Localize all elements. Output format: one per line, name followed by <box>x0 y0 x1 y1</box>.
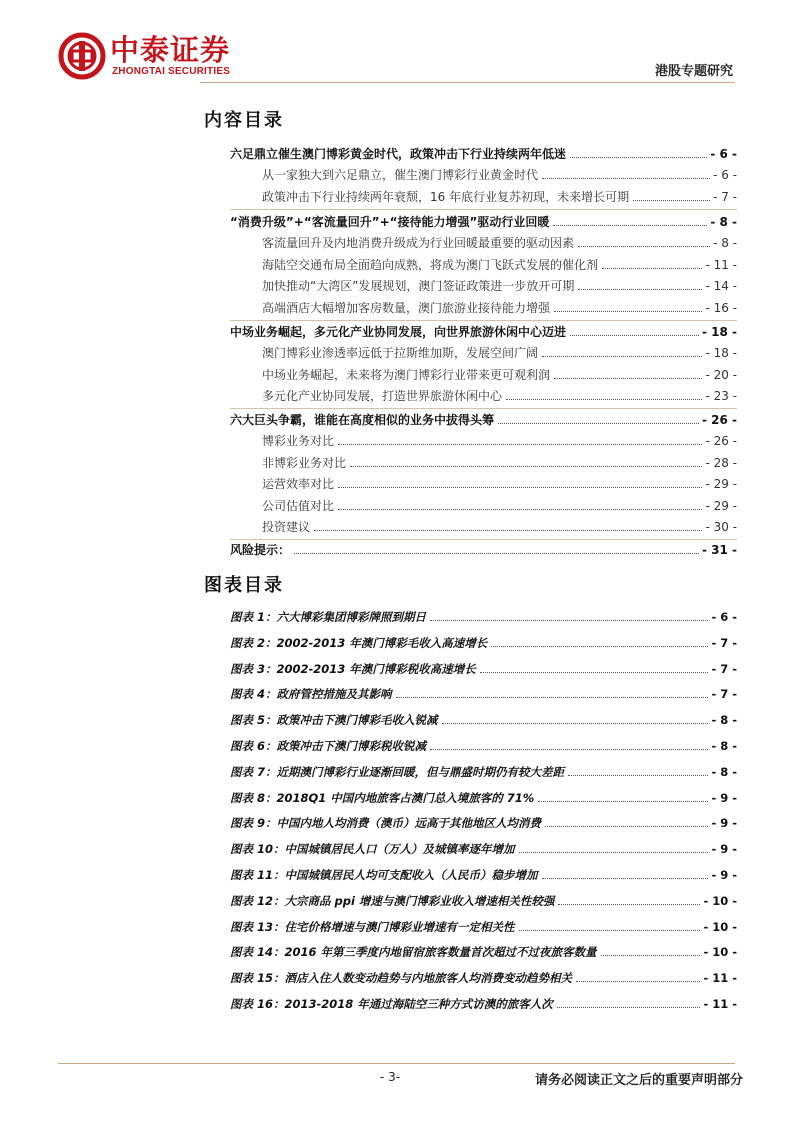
toc-chapter-entry[interactable] <box>230 142 737 162</box>
toc-entry-page: - 29 - <box>705 477 737 491</box>
toc-chapter-entry[interactable] <box>230 210 737 230</box>
toc-entry-page: - 23 - <box>705 389 737 403</box>
contents-title: 内容目录 <box>204 110 284 131</box>
dot-leader <box>506 399 702 400</box>
toc-entry-page: - 26 - <box>705 434 737 448</box>
toc-entry-label: 图表 6：政策冲击下澳门博彩税收锐减 <box>230 739 427 753</box>
toc-entry-label: 图表 3：2002-2013 年澳门博彩税收高速增长 <box>230 661 476 676</box>
dot-leader <box>578 246 710 247</box>
toc-entry-page: - 8 - <box>711 713 737 728</box>
toc-entry-page: - 14 - <box>705 279 737 293</box>
dot-leader <box>568 775 708 776</box>
report-type: 港股专题研究 <box>654 64 733 79</box>
toc-entry-page: - 30 - <box>705 520 737 534</box>
dot-leader <box>396 697 709 698</box>
toc-entry-label: 图表 5：政策冲击下澳门博彩毛收入锐减 <box>230 713 438 728</box>
toc-entry-label: 公司估值对比 <box>262 498 335 513</box>
toc-entry-label: 图表 9：中国内地人均消费（澳币）远高于其他地区人均消费 <box>230 816 542 831</box>
toc-entry-label: 图表 1：六大博彩集团博彩牌照到期日 <box>230 610 427 624</box>
toc-entry-label: 运营效率对比 <box>262 477 335 491</box>
figures-title: 图表目录 <box>204 575 284 596</box>
toc-entry-page: - 10 - <box>703 919 737 934</box>
toc-chapter-entry[interactable] <box>230 538 737 558</box>
toc-entry-page: - 6 - <box>711 610 737 624</box>
toc-entry-page: - 10 - <box>703 945 737 960</box>
toc-entry-label: 六大巨头争霸，谁能在高度相似的业务中拔得头筹 <box>230 413 495 427</box>
toc-section-entry[interactable] <box>262 231 737 251</box>
figure-entry[interactable] <box>230 708 737 728</box>
toc-section-entry[interactable] <box>262 185 737 205</box>
toc-section-entry[interactable] <box>262 341 737 361</box>
toc-section-entry[interactable] <box>262 494 737 514</box>
toc-entry-label: 中场业务崛起，多元化产业协同发展，向世界旅游休闲中心迈进 <box>230 325 567 339</box>
toc-entry-label: 政策冲击下行业持续两年衰颓，16 年底行业复苏初现，未来增长可期 <box>262 189 630 204</box>
figure-entry[interactable] <box>230 786 737 806</box>
dot-leader <box>576 981 700 982</box>
figure-entry[interactable] <box>230 682 737 702</box>
zhongtai-logo-icon <box>58 32 106 80</box>
dot-leader <box>519 930 701 931</box>
toc-entry-label: 图表 15：酒店入住人数变动趋势与内地旅客人均消费变动趋势相关 <box>230 971 573 986</box>
dot-leader <box>542 878 709 879</box>
toc-entry-page: - 9 - <box>711 790 737 805</box>
toc-section-entry[interactable] <box>262 429 737 449</box>
toc-section-entry[interactable] <box>262 363 737 383</box>
toc-entry-label: 澳门博彩业渗透率远低于拉斯维加斯，发展空间广阔 <box>262 346 539 360</box>
figure-entry[interactable] <box>230 734 737 754</box>
toc-entry-label: 多元化产业协同发展，打造世界旅游休闲中心 <box>262 389 503 403</box>
brand-name-cn: 中泰证券 <box>110 33 231 67</box>
dot-leader <box>554 311 702 312</box>
toc-entry-label: 风险提示： <box>230 543 291 557</box>
toc-entry-page: - 29 - <box>705 498 737 513</box>
toc-entry-label: 图表 14：2016 年第三季度内地留宿旅客数量首次超过不过夜旅客数量 <box>230 945 597 960</box>
dot-leader <box>570 157 707 158</box>
dot-leader <box>553 225 707 226</box>
toc-entry-page: - 18 - <box>705 346 737 360</box>
toc-section-entry[interactable] <box>262 296 737 316</box>
toc-entry-page: - 26 - <box>701 413 737 427</box>
page-number: - 3- <box>380 1070 401 1084</box>
toc-entry-page: - 7 - <box>711 661 737 676</box>
dot-leader <box>538 801 708 802</box>
brand-name-en: ZHONGTAI SECURITIES <box>112 66 231 77</box>
toc-entry-page: - 8 - <box>711 739 737 753</box>
dot-leader <box>498 423 699 424</box>
toc-entry-label: “消费升级”+“客流量回升”+“接待能力增强”驱动行业回暖 <box>230 215 550 229</box>
toc-entry-page: - 16 - <box>705 300 737 315</box>
toc-entry-page: - 11 - <box>703 971 737 986</box>
toc-entry-label: 投资建议 <box>262 520 311 534</box>
toc-entry-page: - 20 - <box>705 367 737 382</box>
toc-entry-page: - 9 - <box>711 842 737 857</box>
dot-leader <box>338 509 702 510</box>
toc-entry-label: 图表 8：2018Q1 中国内地旅客占澳门总入境旅客的 71% <box>230 790 535 805</box>
footer-divider <box>58 1063 735 1064</box>
toc-entry-page: - 9 - <box>711 816 737 831</box>
toc-chapter-entry[interactable] <box>230 320 737 340</box>
toc-entry-page: - 7 - <box>713 189 737 204</box>
toc-entry-label: 图表 12：大宗商品 ppi 增速与澳门博彩业收入增速相关性较强 <box>230 893 555 908</box>
dot-leader <box>542 356 702 357</box>
figure-entry[interactable] <box>230 889 737 909</box>
dot-leader <box>442 723 709 724</box>
toc-entry-page: - 11 - <box>703 997 737 1011</box>
dot-leader <box>542 178 710 179</box>
toc-section-entry[interactable] <box>262 472 737 492</box>
figure-entry[interactable] <box>230 863 737 883</box>
dot-leader <box>314 530 702 531</box>
toc-entry-page: - 31 - <box>701 543 737 557</box>
toc-entry-page: - 8 - <box>713 236 737 250</box>
toc-entry-label: 六足鼎立催生澳门博彩黄金时代，政策冲击下行业持续两年低迷 <box>230 147 567 161</box>
figure-entry[interactable] <box>230 837 737 857</box>
toc-section-entry[interactable] <box>262 515 737 535</box>
dot-leader <box>601 955 701 956</box>
toc-entry-page: - 18 - <box>701 325 737 339</box>
toc-entry-page: - 8 - <box>711 764 737 779</box>
toc-entry-label: 加快推动“大湾区”发展规划，澳门签证政策进一步放开可期 <box>262 279 575 293</box>
dot-leader <box>338 487 702 488</box>
toc-entry-label: 图表 2：2002-2013 年澳门博彩毛收入高速增长 <box>230 635 488 650</box>
toc-entry-page: - 6 - <box>710 147 737 161</box>
dot-leader <box>578 289 702 290</box>
toc-entry-label: 图表 16：2013-2018 年通过海陆空三种方式访澳的旅客人次 <box>230 997 553 1011</box>
dot-leader <box>545 826 708 827</box>
toc-entry-label: 高端酒店大幅增加客房数量，澳门旅游业接待能力增强 <box>262 300 551 315</box>
dot-leader <box>294 553 699 554</box>
toc-entry-label: 图表 10：中国城镇居民人口（万人）及城镇率逐年增加 <box>230 842 515 857</box>
toc-entry-page: - 8 - <box>710 215 737 229</box>
figure-entry[interactable] <box>230 940 737 960</box>
toc-entry-page: - 7 - <box>711 635 737 650</box>
toc-entry-label: 中场业务崛起，未来将为澳门博彩行业带来更可观利润 <box>262 367 551 382</box>
toc-entry-label: 从一家独大到六足鼎立，催生澳门博彩行业黄金时代 <box>262 168 539 182</box>
toc-entry-label: 博彩业务对比 <box>262 434 335 448</box>
toc-entry-page: - 11 - <box>705 257 737 272</box>
toc-entry-page: - 6 - <box>713 168 737 182</box>
figure-entry[interactable] <box>230 631 737 651</box>
dot-leader <box>554 378 702 379</box>
toc-entry-label: 图表 13：住宅价格增速与澳门博彩业增速有一定相关性 <box>230 919 515 934</box>
toc-section-entry[interactable] <box>262 384 737 404</box>
figure-entry[interactable] <box>230 915 737 935</box>
figure-entry[interactable] <box>230 605 737 625</box>
dot-leader <box>519 852 709 853</box>
dot-leader <box>570 335 699 336</box>
figure-entry[interactable] <box>230 657 737 677</box>
toc-section-entry[interactable] <box>262 451 737 471</box>
toc-entry-label: 图表 11：中国城镇居民人均可支配收入（人民币）稳步增加 <box>230 868 538 882</box>
dot-leader <box>430 620 708 621</box>
toc-entry-page: - 7 - <box>711 687 737 702</box>
toc-entry-label: 图表 4：政府管控措施及其影响 <box>230 687 392 702</box>
toc-entry-label: 图表 7：近期澳门博彩行业逐渐回暖，但与鼎盛时期仍有较大差距 <box>230 764 565 779</box>
dot-leader <box>557 1007 701 1008</box>
figure-entry[interactable] <box>230 966 737 986</box>
toc-section-entry[interactable] <box>262 163 737 183</box>
dot-leader <box>338 444 702 445</box>
dot-leader <box>602 268 702 269</box>
figure-entry[interactable] <box>230 811 737 831</box>
dot-leader <box>480 672 709 673</box>
toc-entry-label: 非博彩业务对比 <box>262 455 347 470</box>
toc-entry-label: 海陆空交通布局全面趋向成熟，将成为澳门飞跃式发展的催化剂 <box>262 257 599 272</box>
toc-chapter-entry[interactable] <box>230 408 737 428</box>
dot-leader <box>350 466 702 467</box>
disclaimer-note: 请务必阅读正文之后的重要声明部分 <box>534 1073 743 1088</box>
dot-leader <box>633 200 710 201</box>
toc-section-entry[interactable] <box>262 253 737 273</box>
toc-entry-label: 客流量回升及内地消费升级成为行业回暖最重要的驱动因素 <box>262 236 575 250</box>
figure-entry[interactable] <box>230 992 737 1012</box>
figure-entry[interactable] <box>230 760 737 780</box>
toc-entry-page: - 10 - <box>703 893 737 908</box>
dot-leader <box>491 646 708 647</box>
dot-leader <box>558 904 700 905</box>
toc-entry-page: - 9 - <box>711 868 737 882</box>
toc-section-entry[interactable] <box>262 274 737 294</box>
dot-leader <box>430 749 708 750</box>
toc-entry-page: - 28 - <box>705 455 737 470</box>
header-divider <box>200 82 735 83</box>
